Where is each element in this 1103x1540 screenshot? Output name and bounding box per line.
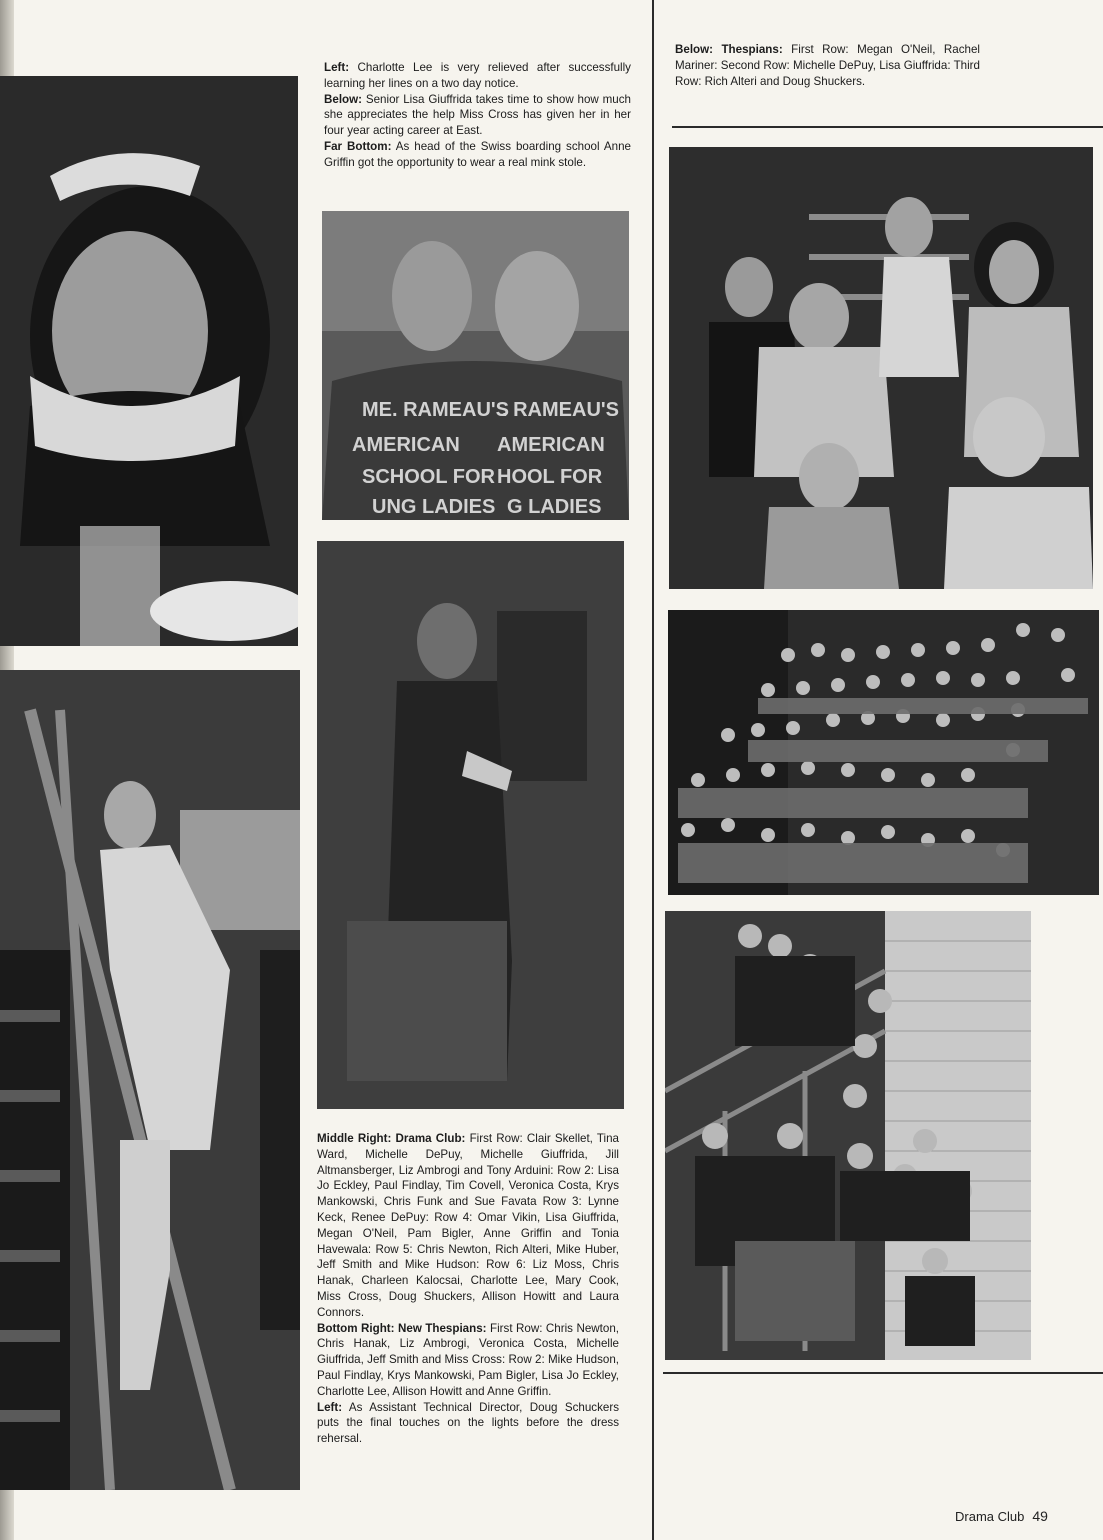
horizontal-rule: [663, 1372, 1103, 1374]
sweatshirt-text: AMERICAN: [497, 434, 605, 456]
photo-new-thespians: [665, 911, 1031, 1360]
column-divider: [652, 0, 654, 1540]
caption-paragraph: Far Bottom: As head of the Swiss boarding school Anne Griffin got the opportunity to wear a real mink stole.: [324, 139, 631, 169]
page-footer: [955, 1508, 1048, 1524]
caption-paragraph: Left: Charlotte Lee is very relieved after successfully learning her lines on a two day notice.: [324, 61, 631, 90]
caption-paragraph: Middle Right: Drama Club: First Row: Clair Skellet, Tina Ward, Michelle DePuy, Michelle Giuffrida, Jill Altmansberger, Liz Ambrogi and Tony Arduini: Row 2: Lisa Jo Eckley, Paul Findlay, Tim Covell, Veronica Costa, Krys Mankowski, Chris Funk and Sue Favata Row 3: Lynne Keck, Renee DePuy: Row 4: Omar Vikin, Lisa Giuffrida, Megan O'Neil, Pam Bigler, Anne Griffin and Tonia Havewala: Row 5: Chris Newton, Rich Alteri, Mike Huber, Jeff Smith and Mike Hudson: Row 6: Liz Moss, Chris Hanak, Charleen Kalocsai, Charlotte Lee, Mary Cook, Miss Cross, Doug Shuckers, Allison Howitt and Laura Connors.: [317, 1132, 619, 1319]
sweatshirt-text: . RAMEAU'S: [502, 399, 619, 421]
sweatshirt-text: AMERICAN: [352, 434, 460, 456]
caption-paragraph: Bottom Right: New Thespians: First Row: Chris Newton, Chris Hanak, Liz Ambrogi, Veronica Costa, Michelle Giuffrida, Jeff Smith and Miss Cross: Row 2: Mike Hudson, Paul Findlay, Krys Mankowski, Pam Bigler, Lisa Jo Eckley, Charlotte Lee, Allison Howitt and Anne Griffin.: [317, 1321, 619, 1398]
caption-top-right: [675, 42, 980, 89]
photo-charlotte-lee: [0, 76, 298, 646]
sweatshirt-text: HOOL FOR: [497, 466, 603, 488]
photo-thespians: [669, 147, 1093, 589]
page-number: 49: [1032, 1508, 1048, 1524]
sweatshirt-text: UNG LADIES: [372, 496, 496, 518]
horizontal-rule: [672, 126, 1103, 128]
sweatshirt-text: SCHOOL FOR: [362, 466, 495, 488]
footer-section-title: Drama Club: [955, 1509, 1025, 1524]
photo-drama-club-group: [668, 610, 1099, 895]
caption-top-middle: [324, 60, 631, 171]
sweatshirt-text: ME. RAMEAU'S: [362, 399, 509, 421]
sweatshirt-text: G LADIES: [507, 496, 602, 518]
caption-paragraph: Below: Senior Lisa Giuffrida takes time to show how much she appreciates the help Miss Cross has given her in her four year acting career at East.: [324, 92, 631, 138]
caption-paragraph: Below: Thespians: First Row: Megan O'Neil, Rachel Mariner: Second Row: Michelle DePuy, Lisa Giuffrida: Third Row: Rich Alteri and Doug Shuckers.: [675, 43, 980, 88]
photo-anne-griffin-stage: [317, 541, 624, 1109]
caption-bottom-middle: [317, 1131, 619, 1447]
caption-paragraph: Left: As Assistant Technical Director, Doug Schuckers puts the final touches on the lights before the dress rehersal.: [317, 1400, 619, 1446]
photo-ladder: [0, 670, 300, 1490]
photo-lisa-giuffrida-and-miss-cross: [322, 211, 629, 520]
